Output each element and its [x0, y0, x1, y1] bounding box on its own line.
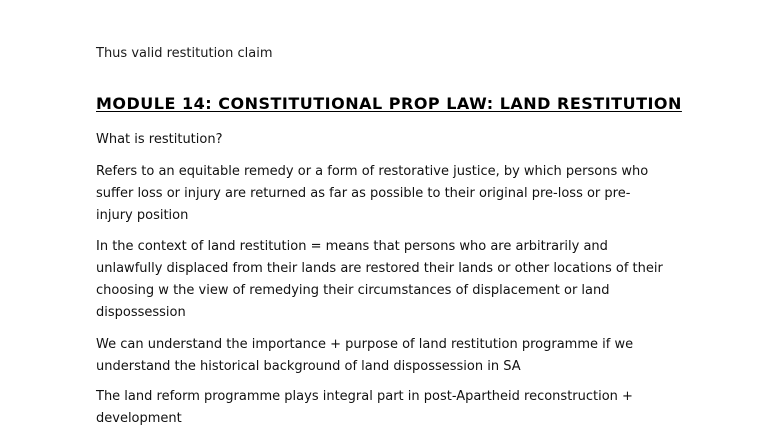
module-heading: MODULE 14: CONSTITUTIONAL PROP LAW: LAND RESTITUTION — [96, 94, 682, 113]
note-line: Thus valid restitution claim — [96, 46, 273, 61]
paragraph-importance: We can understand the importance + purpose of land restitution programme if we understand the historical background of land dispossession in SA — [96, 337, 634, 374]
paragraph-reform-programme: The land reform programme plays integral part in post-Apartheid reconstruction + development — [96, 389, 633, 426]
paragraph-land-context: In the context of land restitution = means that persons who are arbitrarily and unlawfully displaced from their lands are restored their lands or other locations of their choosing w the view of remedying their circumstances of displacement or land dispossession — [96, 239, 663, 320]
paragraph-definition: Refers to an equitable remedy or a form of restorative justice, by which persons who suffer loss or injury are returned as far as possible to their original pre-loss or pre-injury position — [96, 164, 649, 223]
question-line: What is restitution? — [96, 132, 223, 147]
